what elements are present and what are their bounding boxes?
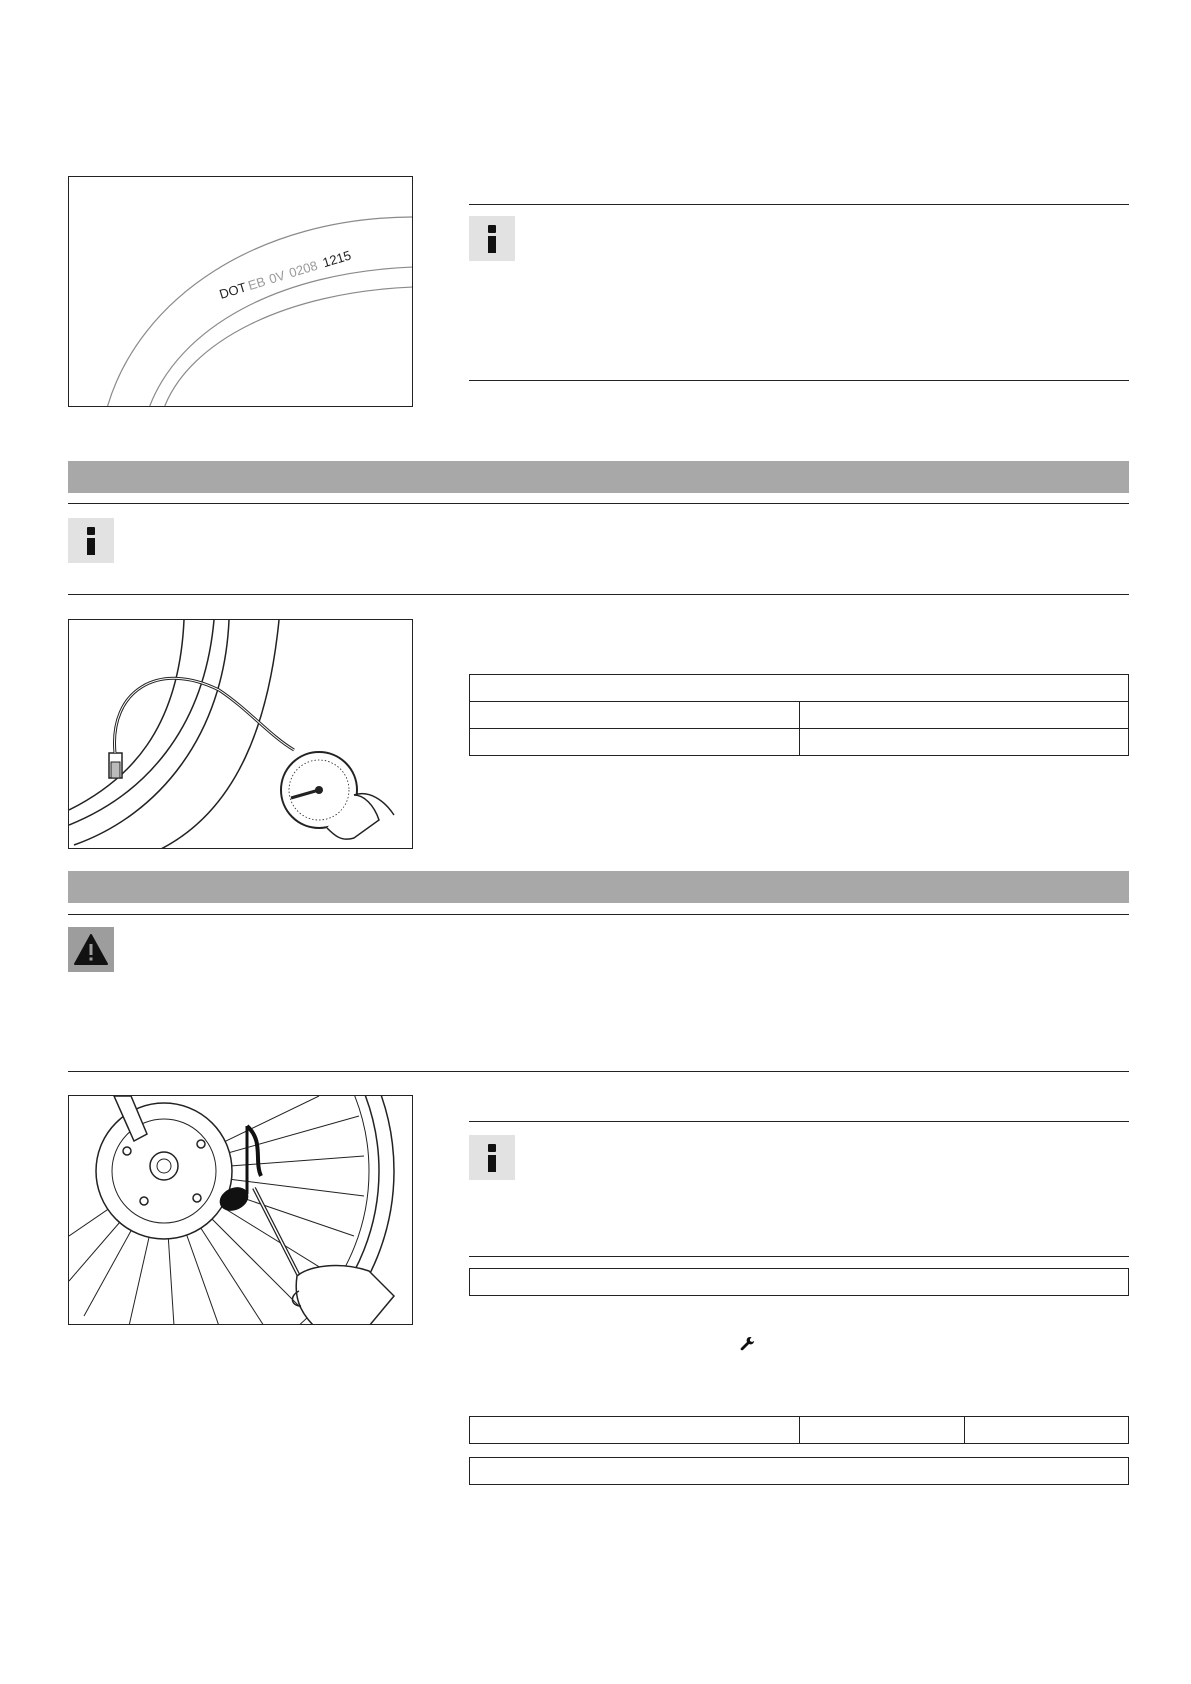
note-bottom-rule-3 xyxy=(469,1256,1129,1257)
torque-spec-table xyxy=(469,1416,1129,1444)
table-row xyxy=(470,1458,1129,1485)
section-header-bar-2 xyxy=(68,871,1129,903)
spoke-tension-figure xyxy=(68,1095,413,1325)
section-header-bar-1 xyxy=(68,461,1129,493)
table-cell xyxy=(800,1417,965,1444)
warning-bottom-rule xyxy=(68,1071,1129,1072)
dot-option-code: 0208 xyxy=(287,257,320,281)
table-row xyxy=(470,729,1129,756)
tire-dot-illustration xyxy=(69,177,413,407)
note-top-rule-1 xyxy=(469,204,1129,205)
table-row xyxy=(470,1269,1129,1296)
note-bottom-rule-1 xyxy=(469,380,1129,381)
table-row xyxy=(470,675,1129,702)
table-cell xyxy=(800,702,1129,729)
info-icon xyxy=(469,1135,515,1180)
table-cell xyxy=(470,1269,1129,1296)
warning-top-rule xyxy=(68,914,1129,915)
dot-label: DOT xyxy=(217,279,249,302)
table-cell xyxy=(800,729,1129,756)
info-bottom-rule-2 xyxy=(68,594,1129,595)
tire-dot-figure xyxy=(68,176,413,407)
dot-size-code: 0V xyxy=(267,267,287,287)
table-row xyxy=(470,702,1129,729)
table-cell xyxy=(470,1417,800,1444)
table-header-cell xyxy=(470,675,1129,702)
table-cell xyxy=(965,1417,1129,1444)
pressure-gauge-figure xyxy=(68,619,413,849)
wrench-icon xyxy=(740,1336,756,1355)
pressure-gauge-illustration xyxy=(69,620,413,849)
table-cell xyxy=(470,1458,1129,1485)
spoke-check-table xyxy=(469,1268,1129,1296)
note-top-rule-3 xyxy=(469,1121,1129,1122)
tire-pressure-table xyxy=(469,674,1129,756)
table-cell xyxy=(470,702,800,729)
info-top-rule-2 xyxy=(68,503,1129,504)
dot-plant-code: EB xyxy=(246,273,268,294)
spoke-tension-illustration xyxy=(69,1096,413,1325)
dot-date-code: 1215 xyxy=(320,247,353,271)
table-cell xyxy=(470,729,800,756)
table-row xyxy=(470,1417,1129,1444)
info-icon xyxy=(68,518,114,563)
tool-spec-table xyxy=(469,1457,1129,1485)
info-icon xyxy=(469,216,515,261)
warning-icon xyxy=(68,927,114,972)
